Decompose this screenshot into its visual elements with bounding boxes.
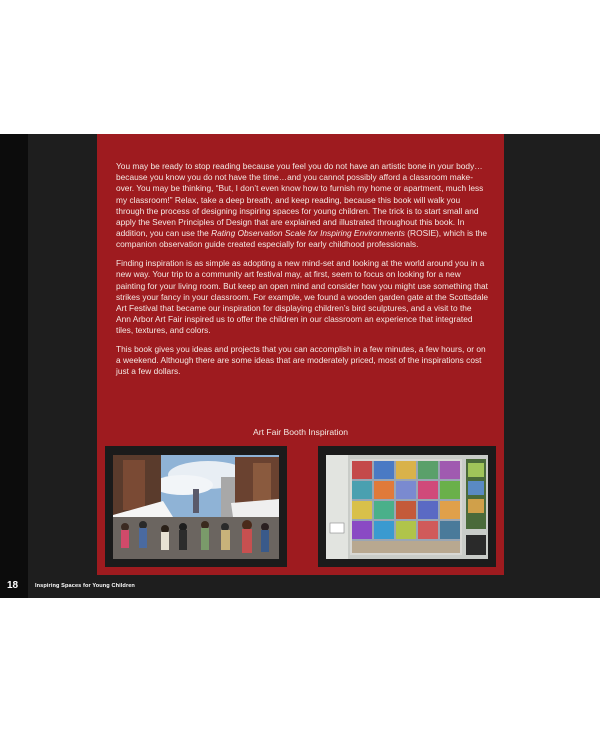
page-edge-strip	[0, 134, 28, 598]
page-number: 18	[7, 580, 19, 591]
running-title: Inspiring Spaces for Young Children	[35, 583, 135, 589]
street-photo-image	[113, 455, 279, 559]
paragraph-1	[116, 161, 488, 251]
paragraph-1-part-b: (ROSIE), which is the companion observation guide created especially for early childhood professionals.	[116, 228, 488, 250]
rosie-title: Rating Observation Scale for Inspiring Environments	[211, 228, 405, 239]
paragraph-2: Finding inspiration is as simple as adopting a new mind-set and looking at the world around you in a new way. Your trip to a community art festival may, at first, seem to focus on looking for a new painting for your living room. But keep an open mind and consider how you might use something that strikes your fancy in your classroom. For example, we found a wooden garden gate at the Scottsdale Art Festival that became our inspiration for displaying children’s bird sculptures, and a visit to the Ann Arbor Art Fair inspired us to offer the children in our classroom an experience that integrated tiles, textures, and colors.	[116, 258, 488, 336]
book-spread	[0, 134, 600, 598]
photo-caption: Art Fair Booth Inspiration	[252, 427, 349, 437]
paragraph-3: This book gives you ideas and projects that you can accomplish in a few minutes, a few hours, or on a weekend. Although there are some ideas that are moderately priced, most of the inspirations cost just a few dollars.	[116, 344, 486, 377]
art-fair-street-photo	[105, 446, 287, 567]
body-text	[116, 161, 488, 385]
tile-booth-photo	[318, 446, 496, 567]
paragraph-1-part-a: You may be ready to stop reading because you feel you do not have an artistic bone in your body…because you know you do not have the time…and you cannot possibly afford a classroom make-over. You may be thinking, “But, I don’t even know how to furnish my home or apartment, much less my classroom!” Relax, take a deep breath, and keep reading, because this book will walk you through the process of designing inspiring spaces for young children. The trick is to start small and apply the Seven Principles of Design that are explained and illustrated throughout this book. In addition, you can use the	[116, 161, 484, 239]
tile-grid	[352, 461, 460, 553]
tile-booth-image	[326, 455, 488, 559]
red-content-panel	[97, 134, 504, 575]
